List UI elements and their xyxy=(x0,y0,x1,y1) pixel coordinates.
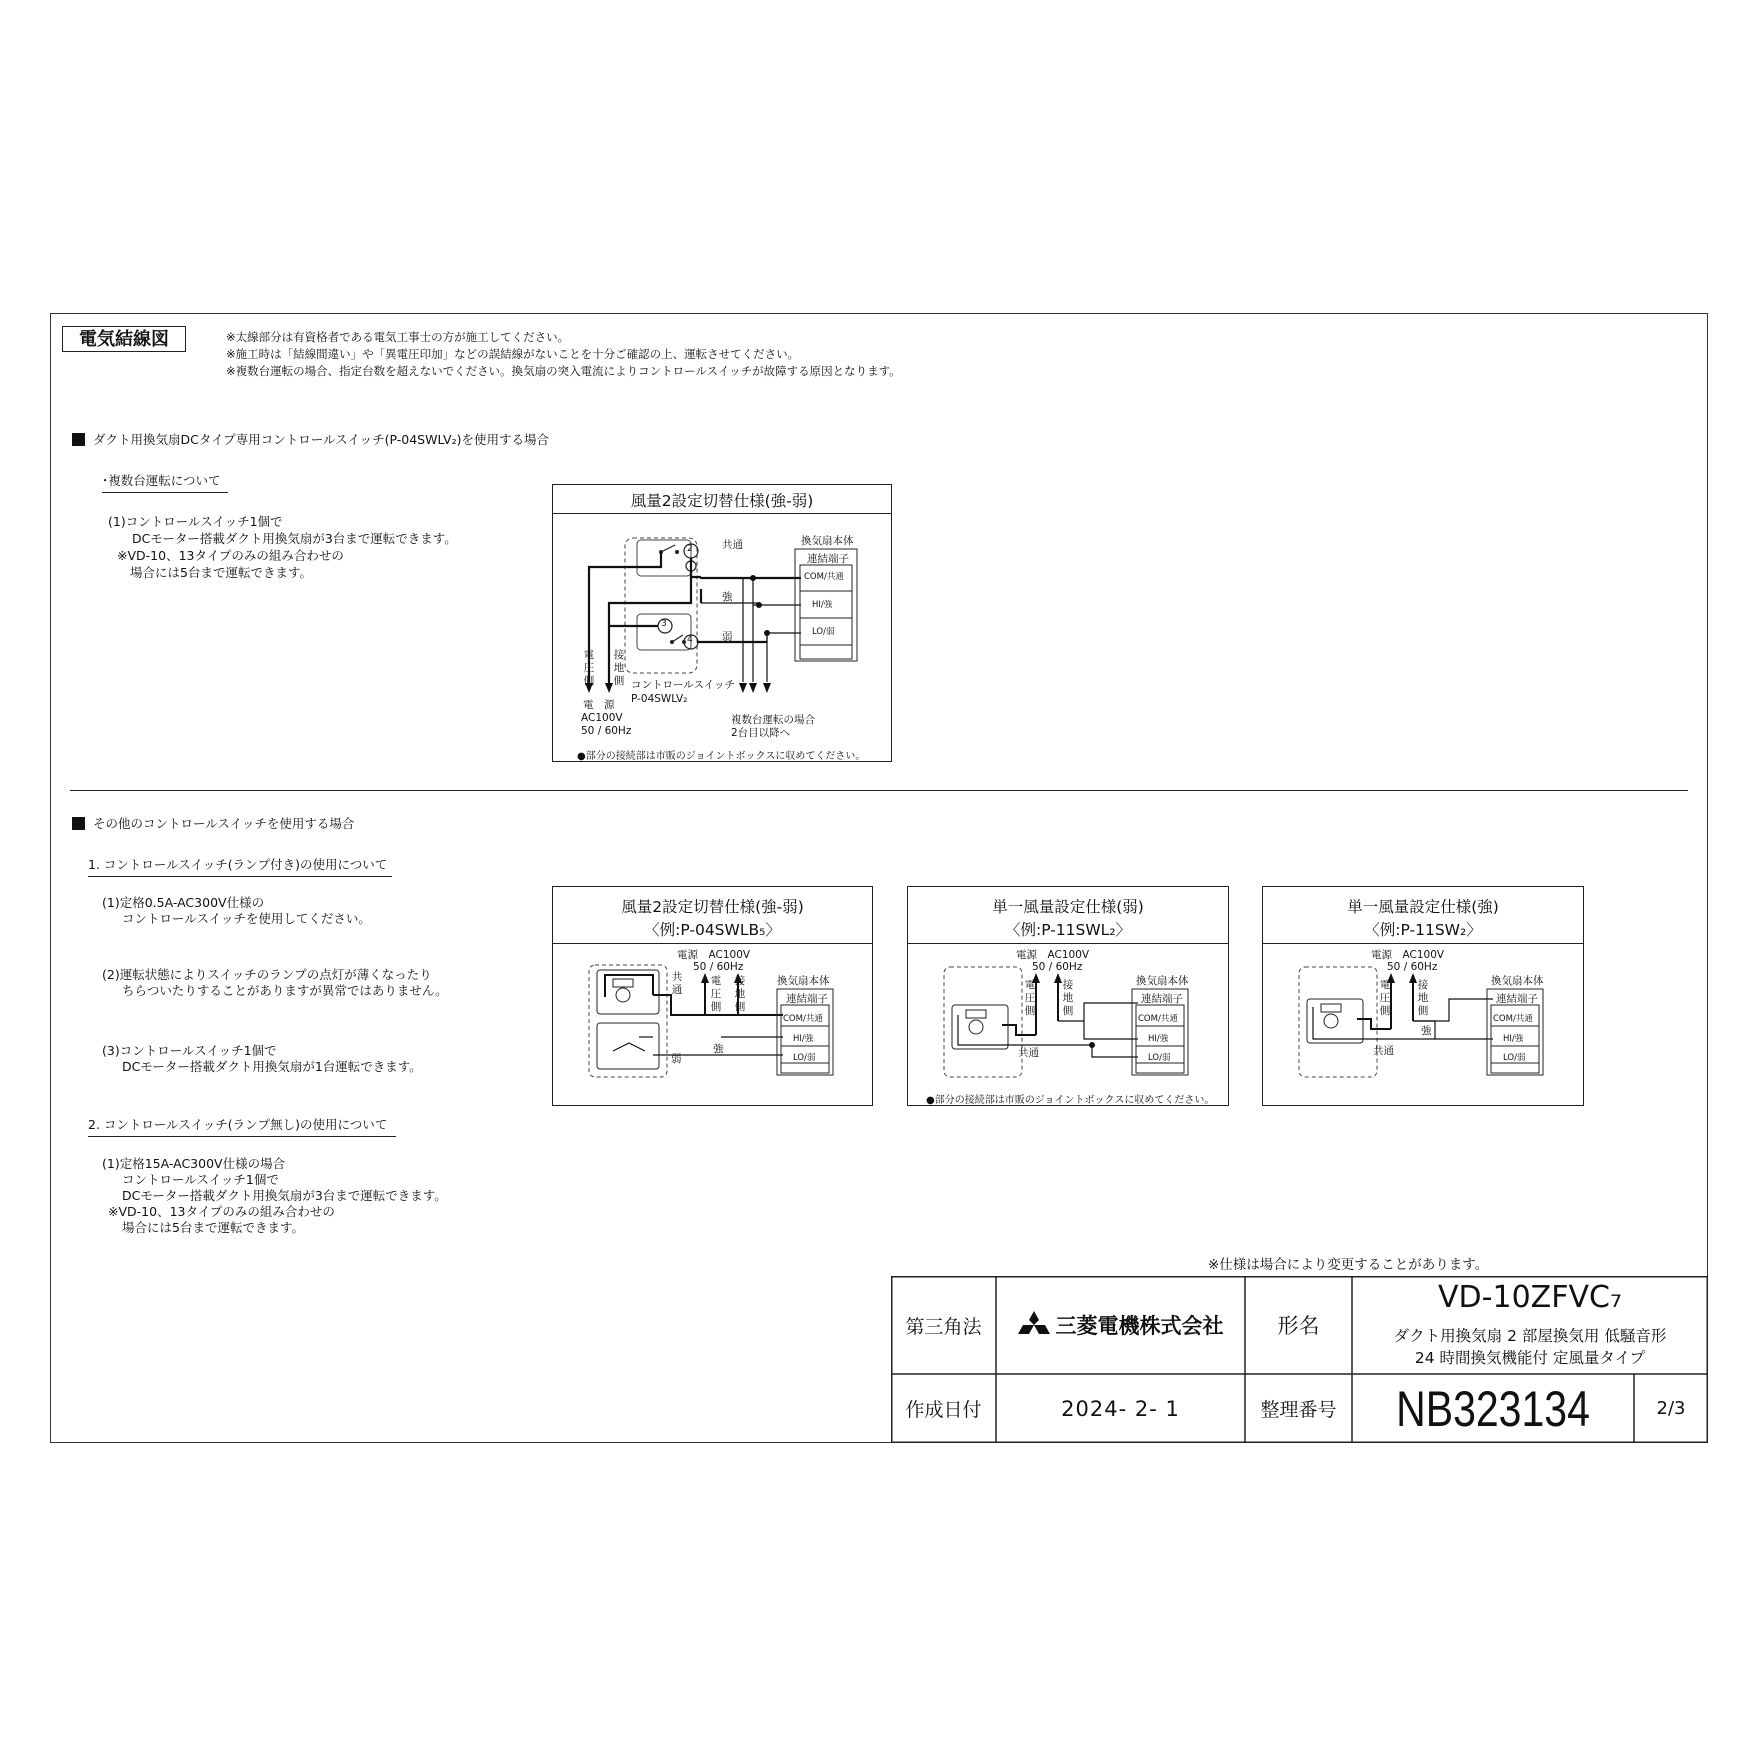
square-bullet-icon xyxy=(72,433,85,446)
unit-label: 換気扇本体 xyxy=(1136,975,1189,987)
terminal-label: 連結端子 xyxy=(1141,993,1183,1005)
terminal-number-3: 3 xyxy=(661,619,667,629)
terminal-hi: HI/強 xyxy=(1148,1034,1169,1044)
terminal-lo: LO/弱 xyxy=(793,1053,816,1063)
reference-number: NB323134 xyxy=(1396,1380,1590,1437)
sub2-line-2: コントロールスイッチ1個で xyxy=(122,1172,279,1187)
wire-common-label: 共通 xyxy=(722,539,743,551)
terminal-hi: HI/強 xyxy=(1503,1034,1524,1044)
unit-label: 換気扇本体 xyxy=(777,975,830,987)
sub1-item2-line2: ちらついたりすることがありますが異常ではありません。 xyxy=(122,983,448,998)
multi-unit-label: 複数台運転の場合 xyxy=(731,714,815,726)
wiring-panel-p04swlb xyxy=(552,886,873,1106)
mitsubishi-logo-icon xyxy=(1018,1311,1050,1339)
panel-example: 〈例:P-11SWL₂〉 xyxy=(1004,921,1132,939)
section2-sub2-heading: 2. コントロールスイッチ(ランプ無し)の使用について xyxy=(88,1115,396,1137)
power-frequency: 50 / 60Hz xyxy=(693,961,744,973)
voltage-side-label: 電圧側 xyxy=(1379,979,1391,1017)
header-note-1: ※太線部分は有資格者である電気工事士の方が施工してください。 xyxy=(226,330,570,344)
page-number: 2/3 xyxy=(1656,1398,1686,1419)
square-bullet-icon xyxy=(72,817,85,830)
section1-text-2: DCモーター搭載ダクト用換気扇が3台まで運転できます。 xyxy=(132,531,457,546)
panel-example: 〈例:P-04SWLB₅〉 xyxy=(644,921,781,939)
sub1-item1-line2: コントロールスイッチを使用してください。 xyxy=(122,911,371,926)
sub2-line-1: (1)定格15A-AC300V仕様の場合 xyxy=(102,1156,286,1171)
panel-example: 〈例:P-11SW₂〉 xyxy=(1364,921,1482,939)
weak-label: 弱 xyxy=(671,1053,682,1065)
power-label: 電 源 xyxy=(583,699,615,711)
wiring-diagram-p04swlv xyxy=(552,484,892,762)
terminal-label: 連結端子 xyxy=(1496,993,1538,1005)
model-label: 形名 xyxy=(1277,1314,1320,1338)
unit-label: 換気扇本体 xyxy=(801,535,854,547)
sub1-item3-line1: (3)コントロールスイッチ1個で xyxy=(102,1043,277,1058)
model-description-2: 24 時間換気機能付 定風量タイプ xyxy=(1414,1349,1646,1367)
terminal-number-4: 4 xyxy=(687,635,693,645)
drawing-frame xyxy=(50,313,1708,1443)
terminal-lo: LO/弱 xyxy=(1148,1053,1171,1063)
sub2-line-3: DCモーター搭載ダクト用換気扇が3台まで運転できます。 xyxy=(122,1188,447,1203)
sub1-item3-line2: DCモーター搭載ダクト用換気扇が1台運転できます。 xyxy=(122,1059,422,1074)
strong-label: 強 xyxy=(1421,1025,1432,1037)
terminal-com: COM/共通 xyxy=(1138,1014,1178,1024)
power-frequency: 50 / 60Hz xyxy=(581,725,632,737)
ground-side-label: 接地側 xyxy=(1062,979,1074,1017)
sub1-item1-line1: (1)定格0.5A-AC300V仕様の xyxy=(102,895,265,910)
sub2-line-4: ※VD-10、13タイプのみの組み合わせの xyxy=(108,1204,335,1219)
terminal-lo: LO/弱 xyxy=(812,627,835,637)
wire-strong-label: 強 xyxy=(722,591,733,603)
section2-sub1-heading: 1. コントロールスイッチ(ランプ付き)の使用について xyxy=(88,855,392,877)
title-block xyxy=(891,1276,1708,1443)
unit-label: 換気扇本体 xyxy=(1491,975,1544,987)
wire-weak-label: 弱 xyxy=(722,631,733,643)
ground-side-label: 接地側 xyxy=(734,975,746,1013)
common-label: 共通 xyxy=(671,971,683,996)
section1-subheading: ･複数台運転について xyxy=(102,471,228,493)
projection-label: 第三角法 xyxy=(905,1315,982,1338)
terminal-hi: HI/強 xyxy=(812,600,833,610)
power-label: 電源 AC100V xyxy=(1016,949,1090,961)
company-cell xyxy=(996,1276,1245,1374)
panel-title: 単一風量設定仕様(弱) xyxy=(992,898,1144,916)
section1-text-4: 場合には5台まで運転できます。 xyxy=(130,565,312,580)
model-number: VD-10ZFVC₇ xyxy=(1438,1280,1622,1315)
section-divider xyxy=(70,790,1688,791)
date-label: 作成日付 xyxy=(905,1399,982,1421)
voltage-side-label: 電圧側 xyxy=(1024,979,1036,1017)
section1-heading-text: ダクト用換気扇DCタイプ専用コントロールスイッチ(P-04SWLV₂)を使用する場合 xyxy=(93,432,549,447)
page-title: 電気結線図 xyxy=(62,326,186,352)
ground-side-label: 接地側 xyxy=(1417,979,1429,1017)
terminal-com: COM/共通 xyxy=(804,572,844,582)
panel-footnote: ●部分の接続部は市販のジョイントボックスに収めてください。 xyxy=(926,1095,1215,1106)
header-note-2: ※施工時は「結線間違い」や「異電圧印加」などの誤結線がないことを十分ご確認の上、運転させてください。 xyxy=(226,347,800,361)
terminal-label: 連結端子 xyxy=(807,553,849,565)
switch-label: コントロールスイッチ xyxy=(631,679,736,691)
sub1-item2-line1: (2)運転状態によりスイッチのランプの点灯が薄くなったり xyxy=(102,967,432,982)
section1-text-1: (1)コントロールスイッチ1個で xyxy=(108,514,283,529)
spec-change-note: ※仕様は場合により変更することがあります。 xyxy=(1208,1257,1489,1273)
section1-text-3: ※VD-10、13タイプのみの組み合わせの xyxy=(117,548,344,563)
common-label: 共通 xyxy=(1018,1047,1039,1059)
diagram-title: 風量2設定切替仕様(強-弱) xyxy=(630,492,814,510)
panel-title: 風量2設定切替仕様(強-弱) xyxy=(621,898,804,916)
wiring-panel-p11sw xyxy=(1262,886,1584,1106)
model-description-1: ダクト用換気扇 2 部屋換気用 低騒音形 xyxy=(1393,1327,1667,1345)
power-label: 電源 AC100V xyxy=(677,949,751,961)
terminal-com: COM/共通 xyxy=(1493,1014,1533,1024)
creation-date: 2024- 2- 1 xyxy=(1061,1396,1180,1421)
section2-heading xyxy=(72,814,354,832)
strong-label: 強 xyxy=(713,1043,724,1055)
ground-side-label: 接地側 xyxy=(613,649,625,687)
power-frequency: 50 / 60Hz xyxy=(1387,961,1438,973)
power-voltage: AC100V xyxy=(581,712,623,724)
terminal-hi: HI/強 xyxy=(793,1034,814,1044)
terminal-com: COM/共通 xyxy=(783,1014,823,1024)
header-note-3: ※複数台運転の場合、指定台数を超えないでください。換気扇の突入電流によりコントロールスイッチが故障する原因となります。 xyxy=(226,364,901,378)
wiring-panel-p11swl xyxy=(907,886,1229,1106)
reference-label: 整理番号 xyxy=(1260,1399,1337,1421)
voltage-side-label: 電圧側 xyxy=(710,975,722,1013)
voltage-side-label: 電圧側 xyxy=(583,649,595,687)
company-name: 三菱電機株式会社 xyxy=(1055,1314,1224,1338)
switch-model: P-04SWLV₂ xyxy=(631,693,688,705)
terminal-lo: LO/弱 xyxy=(1503,1053,1526,1063)
panel-title: 単一風量設定仕様(強) xyxy=(1347,898,1499,916)
multi-unit-label-2: 2台目以降へ xyxy=(731,727,791,739)
section2-heading-text: その他のコントロールスイッチを使用する場合 xyxy=(93,816,355,831)
common-label: 共通 xyxy=(1373,1045,1394,1057)
section1-heading xyxy=(72,430,549,448)
power-frequency: 50 / 60Hz xyxy=(1032,961,1083,973)
power-label: 電源 AC100V xyxy=(1371,949,1445,961)
terminal-number-2: 2 xyxy=(687,544,693,554)
sub2-line-5: 場合には5台まで運転できます。 xyxy=(122,1220,304,1235)
diagram-footnote: ●部分の接続部は市販のジョイントボックスに収めてください。 xyxy=(577,751,866,762)
terminal-label: 連結端子 xyxy=(786,993,828,1005)
